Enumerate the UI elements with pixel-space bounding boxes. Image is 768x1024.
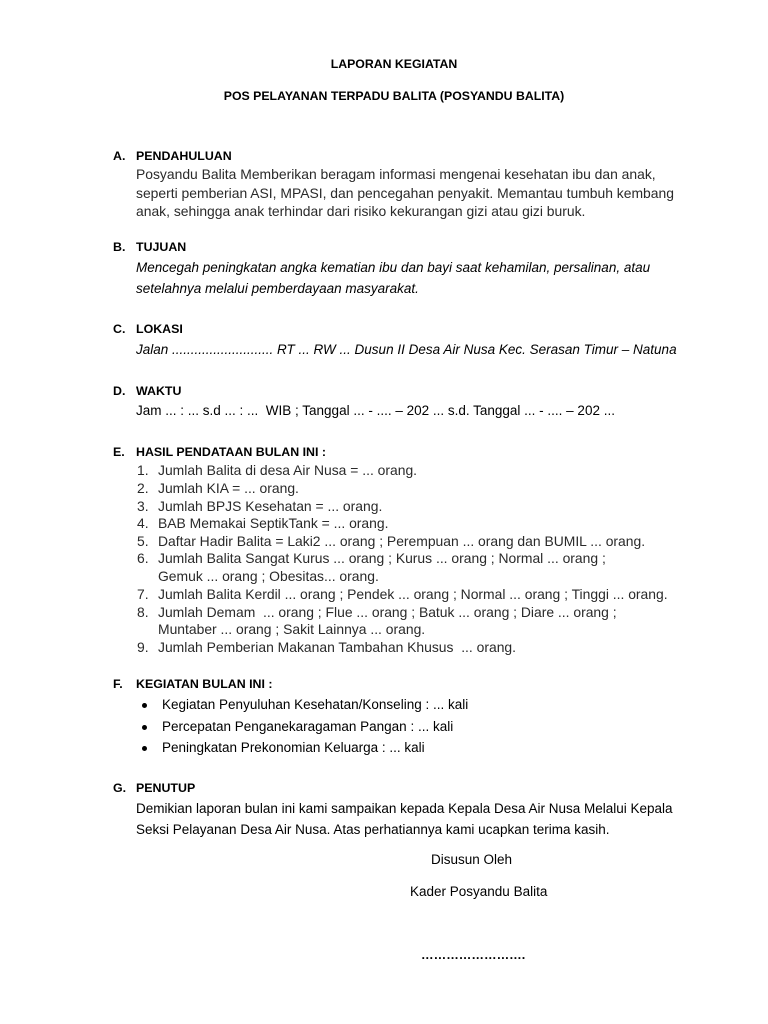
list-item-number: 5.	[137, 533, 149, 549]
list-item-number: 2.	[137, 480, 149, 496]
section-heading: HASIL PENDATAAN BULAN INI :	[136, 445, 326, 459]
time-text: Jam ... : ... s.d ... : ... WIB ; Tanggal ... - .... – 202 ... s.d. Tanggal ... - .... – 202 ...	[136, 403, 615, 418]
list-item-number: 9.	[137, 639, 149, 655]
list-item: Jumlah Pemberian Makanan Tambahan Khusus ... orang.	[158, 639, 517, 655]
paragraph-line: Demikian laporan bulan ini kami sampaikan kepada Kepala Desa Air Nusa Melalui Kepala	[136, 801, 673, 816]
list-item: BAB Memakai SeptikTank = ... orang.	[158, 515, 389, 531]
section-letter: E.	[113, 445, 125, 459]
section-letter: G.	[113, 781, 127, 795]
paragraph-line: anak, sehingga anak terhindar dari risiko kekurangan gizi atau gizi buruk.	[136, 203, 586, 219]
list-item-number: 4.	[137, 515, 149, 531]
bullet-item: Percepatan Penganekaragaman Pangan : ... kali	[162, 719, 454, 734]
paragraph-line: setelahnya melalui pemberdayaan masyarakat.	[136, 281, 419, 296]
paragraph-line: Mencegah peningkatan angka kematian ibu dan bayi saat kehamilan, persalinan, atau	[136, 260, 651, 275]
signature-role: Kader Posyandu Balita	[410, 884, 548, 899]
section-heading: PENUTUP	[136, 781, 196, 795]
paragraph-line: Seksi Pelayanan Desa Air Nusa. Atas perhatiannya kami ucapkan terima kasih.	[136, 822, 610, 837]
list-item: Daftar Hadir Balita = Laki2 ... orang ; Perempuan ... orang dan BUMIL ... orang.	[158, 533, 646, 549]
list-item-number: 1.	[137, 462, 149, 478]
list-item: Jumlah Balita Sangat Kurus ... orang ; Kurus ... orang ; Normal ... orang ;	[158, 550, 606, 566]
section-letter: F.	[113, 677, 123, 691]
list-item-number: 8.	[137, 604, 149, 620]
bullet-item: Peningkatan Prekonomian Keluarga : ... kali	[162, 740, 425, 755]
report-title: LAPORAN KEGIATAN	[330, 57, 458, 71]
bullet-item: Kegiatan Penyuluhan Kesehatan/Konseling : ... kali	[162, 697, 469, 712]
section-letter: D.	[113, 384, 126, 398]
section-letter: B.	[113, 240, 126, 254]
list-item: Jumlah BPJS Kesehatan = ... orang.	[158, 498, 383, 514]
list-item-continuation: Gemuk ... orang ; Obesitas... orang.	[158, 568, 379, 584]
list-item: Jumlah KIA = ... orang.	[158, 480, 299, 496]
section-heading: LOKASI	[136, 322, 183, 336]
list-item-number: 3.	[137, 498, 149, 514]
list-item: Jumlah Balita di desa Air Nusa = ... orang.	[158, 462, 418, 478]
section-letter: A.	[113, 149, 126, 163]
section-heading: KEGIATAN BULAN INI :	[136, 677, 273, 691]
bullet-icon	[142, 746, 147, 751]
signature-label: Disusun Oleh	[431, 852, 513, 867]
list-item: Jumlah Balita Kerdil ... orang ; Pendek ... orang ; Normal ... orang ; Tinggi ... orang.	[158, 586, 668, 602]
list-item-continuation: Muntaber ... orang ; Sakit Lainnya ... orang.	[158, 621, 426, 637]
bullet-icon	[142, 725, 147, 730]
section-heading: TUJUAN	[136, 240, 187, 254]
location-text: Jalan ........................... RT ... RW ... Dusun II Desa Air Nusa Kec. Serasan Timur – Natuna	[136, 342, 677, 357]
section-heading: WAKTU	[136, 384, 182, 398]
signature-name-line: …………………….	[421, 948, 526, 962]
section-letter: C.	[113, 322, 126, 336]
list-item-number: 7.	[137, 586, 149, 602]
section-heading: PENDAHULUAN	[136, 149, 232, 163]
list-item: Jumlah Demam ... orang ; Flue ... orang ; Batuk ... orang ; Diare ... orang ;	[158, 604, 617, 620]
paragraph-line: seperti pemberian ASI, MPASI, dan pencegahan penyakit. Memantau tumbuh kembang	[136, 185, 674, 201]
report-subtitle: POS PELAYANAN TERPADU BALITA (POSYANDU BALITA)	[223, 89, 565, 103]
bullet-icon	[142, 703, 147, 708]
paragraph-line: Posyandu Balita Memberikan beragam informasi mengenai kesehatan ibu dan anak,	[136, 166, 656, 182]
list-item-number: 6.	[137, 550, 149, 566]
